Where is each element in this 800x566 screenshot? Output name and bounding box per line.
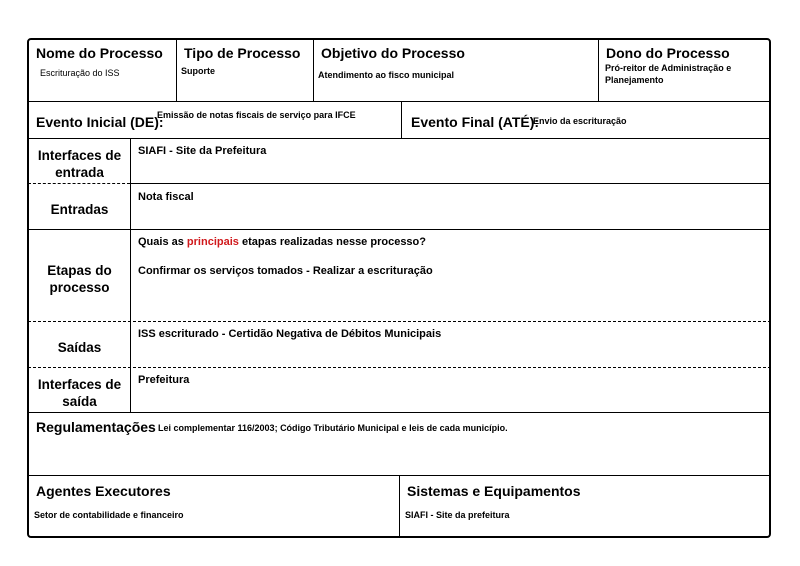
- objetivo-title: Objetivo do Processo: [321, 45, 465, 61]
- entradas-value: Nota fiscal: [138, 191, 194, 203]
- evento-final-value: Envio da escrituração: [533, 116, 627, 126]
- evento-final-title: Evento Final (ATÉ):: [411, 114, 540, 130]
- sistemas-value: SIAFI - Site da prefeitura: [405, 510, 510, 520]
- divider-header-col2: [313, 39, 314, 101]
- etapas-question-highlight: principais: [186, 236, 239, 248]
- saidas-label: Saídas: [57, 340, 102, 355]
- etapas-label-line2: processo: [49, 280, 110, 295]
- divider-header: [28, 101, 771, 102]
- divider-bottom-col: [399, 476, 400, 537]
- etapas-value: Confirmar os serviços tomados - Realizar a escrituração: [138, 265, 433, 277]
- dono-title: Dono do Processo: [606, 45, 730, 61]
- etapas-question-prefix: Quais as: [138, 236, 187, 248]
- etapas-question-suffix: etapas realizadas nesse processo?: [238, 236, 426, 248]
- nome-value: Escrituração do ISS: [40, 68, 120, 78]
- interfaces-entrada-label-line1: Interfaces de: [37, 148, 122, 163]
- divider-regulamentacoes: [28, 412, 771, 413]
- divider-eventos: [28, 138, 771, 139]
- etapas-question: [138, 236, 426, 248]
- tipo-value: Suporte: [181, 66, 216, 76]
- divider-header-col3: [598, 39, 599, 101]
- regulamentacoes-title: Regulamentações: [36, 419, 156, 435]
- interfaces-entrada-value: SIAFI - Site da Prefeitura: [138, 145, 267, 157]
- divider-header-col1: [176, 39, 177, 101]
- agentes-title: Agentes Executores: [36, 483, 171, 499]
- interfaces-saida-label-line1: Interfaces de: [37, 377, 122, 392]
- interfaces-saida-label-line2: saída: [62, 394, 97, 409]
- objetivo-value: Atendimento ao fisco municipal: [318, 70, 455, 80]
- interfaces-entrada-label: [29, 147, 130, 181]
- divider-row4: [28, 367, 771, 368]
- evento-inicial-title: Evento Inicial (DE):: [36, 114, 164, 130]
- divider-row1-value: [130, 183, 771, 184]
- entradas-label: Entradas: [50, 202, 109, 217]
- process-form-frame: [27, 38, 771, 538]
- interfaces-saida-value: Prefeitura: [138, 374, 190, 386]
- regulamentacoes-value: Lei complementar 116/2003; Código Tributário Municipal e leis de cada município.: [158, 423, 508, 433]
- divider-row3: [28, 321, 771, 322]
- sistemas-title: Sistemas e Equipamentos: [407, 483, 581, 499]
- tipo-title: Tipo de Processo: [184, 45, 301, 61]
- saidas-value: ISS escriturado - Certidão Negativa de Débitos Municipais: [138, 328, 442, 340]
- etapas-label: [29, 262, 130, 296]
- etapas-label-line1: Etapas do: [47, 263, 112, 278]
- evento-inicial-value: Emissão de notas fiscais de serviço para IFCE: [157, 110, 356, 120]
- dono-value-line2: Planejamento: [605, 75, 664, 85]
- divider-eventos-col: [401, 102, 402, 138]
- interfaces-entrada-label-line2: entrada: [55, 165, 104, 180]
- nome-title: Nome do Processo: [36, 45, 163, 61]
- divider-row1-label: [28, 183, 130, 184]
- divider-label-column: [130, 139, 131, 412]
- agentes-value: Setor de contabilidade e financeiro: [34, 510, 184, 520]
- interfaces-saida-label: [29, 376, 130, 410]
- dono-value-line1: Pró-reitor de Administração e: [605, 63, 732, 73]
- divider-row2: [28, 229, 771, 230]
